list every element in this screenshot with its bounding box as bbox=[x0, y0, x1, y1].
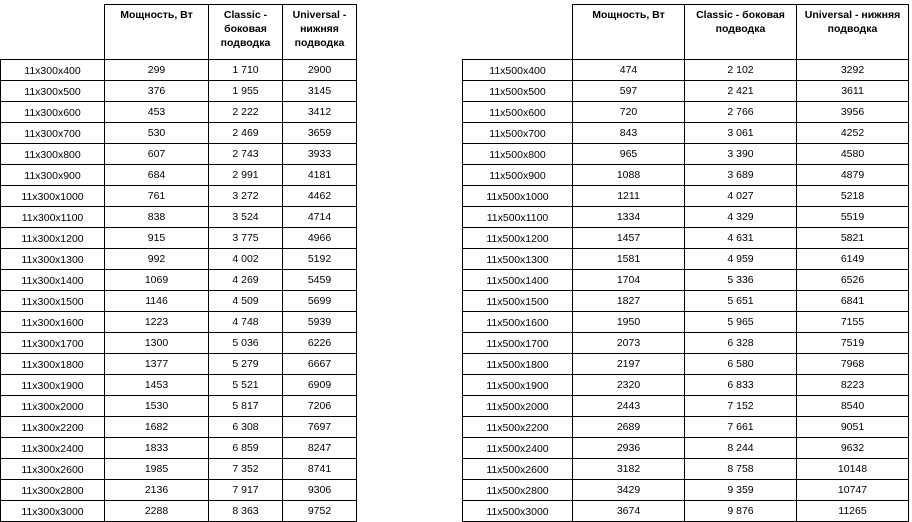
power-cell: 838 bbox=[105, 207, 209, 228]
table-row bbox=[1, 501, 357, 522]
table-row bbox=[463, 438, 909, 459]
universal-price-cell: 11265 bbox=[797, 501, 909, 522]
header-classic: Classic - боковая подводка bbox=[685, 5, 797, 60]
table-row bbox=[463, 123, 909, 144]
table-row bbox=[1, 438, 357, 459]
universal-price-cell: 7519 bbox=[797, 333, 909, 354]
universal-price-cell: 5821 bbox=[797, 228, 909, 249]
model-cell: 11x500x1100 bbox=[463, 207, 573, 228]
model-cell: 11x300x1900 bbox=[1, 375, 105, 396]
classic-price-cell: 7 352 bbox=[209, 459, 283, 480]
classic-price-cell: 3 061 bbox=[685, 123, 797, 144]
table-row bbox=[1, 396, 357, 417]
power-cell: 597 bbox=[573, 81, 685, 102]
table-header-row bbox=[463, 5, 909, 60]
universal-price-cell: 5459 bbox=[283, 270, 357, 291]
classic-price-cell: 4 509 bbox=[209, 291, 283, 312]
table-row bbox=[463, 354, 909, 375]
classic-price-cell: 9 359 bbox=[685, 480, 797, 501]
universal-price-cell: 5192 bbox=[283, 249, 357, 270]
universal-price-cell: 10747 bbox=[797, 480, 909, 501]
model-cell: 11x500x600 bbox=[463, 102, 573, 123]
universal-price-cell: 4879 bbox=[797, 165, 909, 186]
classic-price-cell: 6 308 bbox=[209, 417, 283, 438]
model-cell: 11x300x1800 bbox=[1, 354, 105, 375]
power-cell: 915 bbox=[105, 228, 209, 249]
table-row bbox=[463, 228, 909, 249]
model-cell: 11x500x1600 bbox=[463, 312, 573, 333]
price-table-300 bbox=[0, 4, 357, 522]
classic-price-cell: 8 244 bbox=[685, 438, 797, 459]
model-cell: 11x500x800 bbox=[463, 144, 573, 165]
model-cell: 11x300x2800 bbox=[1, 480, 105, 501]
power-cell: 607 bbox=[105, 144, 209, 165]
table-row bbox=[463, 165, 909, 186]
classic-price-cell: 4 329 bbox=[685, 207, 797, 228]
classic-price-cell: 5 817 bbox=[209, 396, 283, 417]
model-cell: 11x300x1000 bbox=[1, 186, 105, 207]
universal-price-cell: 3292 bbox=[797, 60, 909, 81]
classic-price-cell: 5 336 bbox=[685, 270, 797, 291]
header-blank bbox=[1, 5, 105, 60]
classic-price-cell: 8 758 bbox=[685, 459, 797, 480]
universal-price-cell: 3611 bbox=[797, 81, 909, 102]
classic-price-cell: 2 102 bbox=[685, 60, 797, 81]
universal-price-cell: 6667 bbox=[283, 354, 357, 375]
classic-price-cell: 7 152 bbox=[685, 396, 797, 417]
power-cell: 992 bbox=[105, 249, 209, 270]
model-cell: 11x500x2800 bbox=[463, 480, 573, 501]
model-cell: 11x300x1700 bbox=[1, 333, 105, 354]
power-cell: 761 bbox=[105, 186, 209, 207]
power-cell: 1704 bbox=[573, 270, 685, 291]
power-cell: 2136 bbox=[105, 480, 209, 501]
table-row bbox=[1, 291, 357, 312]
model-cell: 11x500x900 bbox=[463, 165, 573, 186]
power-cell: 1827 bbox=[573, 291, 685, 312]
power-cell: 965 bbox=[573, 144, 685, 165]
universal-price-cell: 4462 bbox=[283, 186, 357, 207]
model-cell: 11x300x700 bbox=[1, 123, 105, 144]
power-cell: 1453 bbox=[105, 375, 209, 396]
classic-price-cell: 7 917 bbox=[209, 480, 283, 501]
power-cell: 1530 bbox=[105, 396, 209, 417]
classic-price-cell: 8 363 bbox=[209, 501, 283, 522]
table-row bbox=[1, 354, 357, 375]
table-row bbox=[463, 186, 909, 207]
model-cell: 11x500x1300 bbox=[463, 249, 573, 270]
table-row bbox=[1, 144, 357, 165]
universal-price-cell: 6909 bbox=[283, 375, 357, 396]
model-cell: 11x300x2200 bbox=[1, 417, 105, 438]
power-cell: 720 bbox=[573, 102, 685, 123]
universal-price-cell: 6526 bbox=[797, 270, 909, 291]
classic-price-cell: 3 775 bbox=[209, 228, 283, 249]
universal-price-cell: 9752 bbox=[283, 501, 357, 522]
universal-price-cell: 3659 bbox=[283, 123, 357, 144]
model-cell: 11x500x3000 bbox=[463, 501, 573, 522]
classic-price-cell: 2 469 bbox=[209, 123, 283, 144]
universal-price-cell: 5939 bbox=[283, 312, 357, 333]
model-cell: 11x300x1100 bbox=[1, 207, 105, 228]
model-cell: 11x500x1000 bbox=[463, 186, 573, 207]
power-cell: 1088 bbox=[573, 165, 685, 186]
universal-price-cell: 5699 bbox=[283, 291, 357, 312]
power-cell: 3182 bbox=[573, 459, 685, 480]
model-cell: 11x300x2000 bbox=[1, 396, 105, 417]
table-row bbox=[463, 60, 909, 81]
table-row bbox=[1, 123, 357, 144]
model-cell: 11x300x1500 bbox=[1, 291, 105, 312]
model-cell: 11x500x1700 bbox=[463, 333, 573, 354]
universal-price-cell: 3933 bbox=[283, 144, 357, 165]
universal-price-cell: 9632 bbox=[797, 438, 909, 459]
power-cell: 474 bbox=[573, 60, 685, 81]
model-cell: 11x300x600 bbox=[1, 102, 105, 123]
power-cell: 3429 bbox=[573, 480, 685, 501]
table-row bbox=[1, 102, 357, 123]
table-row bbox=[1, 333, 357, 354]
power-cell: 1950 bbox=[573, 312, 685, 333]
classic-price-cell: 3 390 bbox=[685, 144, 797, 165]
table-row bbox=[1, 417, 357, 438]
power-cell: 2936 bbox=[573, 438, 685, 459]
universal-price-cell: 6226 bbox=[283, 333, 357, 354]
universal-price-cell: 3956 bbox=[797, 102, 909, 123]
model-cell: 11x300x2400 bbox=[1, 438, 105, 459]
table-row bbox=[1, 207, 357, 228]
power-cell: 1985 bbox=[105, 459, 209, 480]
universal-price-cell: 8223 bbox=[797, 375, 909, 396]
table-row bbox=[463, 81, 909, 102]
power-cell: 684 bbox=[105, 165, 209, 186]
model-cell: 11x500x1400 bbox=[463, 270, 573, 291]
table-row bbox=[463, 417, 909, 438]
classic-price-cell: 4 748 bbox=[209, 312, 283, 333]
classic-price-cell: 1 710 bbox=[209, 60, 283, 81]
power-cell: 843 bbox=[573, 123, 685, 144]
universal-price-cell: 3145 bbox=[283, 81, 357, 102]
universal-price-cell: 5519 bbox=[797, 207, 909, 228]
classic-price-cell: 5 965 bbox=[685, 312, 797, 333]
table-row bbox=[463, 249, 909, 270]
model-cell: 11x500x500 bbox=[463, 81, 573, 102]
universal-price-cell: 4580 bbox=[797, 144, 909, 165]
table-row bbox=[463, 102, 909, 123]
power-cell: 2288 bbox=[105, 501, 209, 522]
model-cell: 11x500x1800 bbox=[463, 354, 573, 375]
classic-price-cell: 5 036 bbox=[209, 333, 283, 354]
table-row bbox=[463, 291, 909, 312]
table-row bbox=[463, 459, 909, 480]
classic-price-cell: 6 580 bbox=[685, 354, 797, 375]
power-cell: 3674 bbox=[573, 501, 685, 522]
universal-price-cell: 10148 bbox=[797, 459, 909, 480]
table-row bbox=[1, 375, 357, 396]
classic-price-cell: 5 651 bbox=[685, 291, 797, 312]
universal-price-cell: 6149 bbox=[797, 249, 909, 270]
universal-price-cell: 4714 bbox=[283, 207, 357, 228]
model-cell: 11x500x1500 bbox=[463, 291, 573, 312]
model-cell: 11x300x400 bbox=[1, 60, 105, 81]
universal-price-cell: 8247 bbox=[283, 438, 357, 459]
power-cell: 1457 bbox=[573, 228, 685, 249]
power-cell: 1833 bbox=[105, 438, 209, 459]
header-classic: Classic - боковая подводка bbox=[209, 5, 283, 60]
classic-price-cell: 2 743 bbox=[209, 144, 283, 165]
model-cell: 11x300x800 bbox=[1, 144, 105, 165]
power-cell: 1377 bbox=[105, 354, 209, 375]
classic-price-cell: 9 876 bbox=[685, 501, 797, 522]
classic-price-cell: 4 631 bbox=[685, 228, 797, 249]
table-row bbox=[1, 480, 357, 501]
power-cell: 2443 bbox=[573, 396, 685, 417]
classic-price-cell: 2 222 bbox=[209, 102, 283, 123]
power-cell: 1223 bbox=[105, 312, 209, 333]
classic-price-cell: 4 002 bbox=[209, 249, 283, 270]
universal-price-cell: 4181 bbox=[283, 165, 357, 186]
model-cell: 11x300x1400 bbox=[1, 270, 105, 291]
model-cell: 11x500x2600 bbox=[463, 459, 573, 480]
table-row bbox=[463, 501, 909, 522]
power-cell: 299 bbox=[105, 60, 209, 81]
universal-price-cell: 7155 bbox=[797, 312, 909, 333]
power-cell: 1146 bbox=[105, 291, 209, 312]
classic-price-cell: 1 955 bbox=[209, 81, 283, 102]
table-row bbox=[1, 186, 357, 207]
model-cell: 11x500x2000 bbox=[463, 396, 573, 417]
classic-price-cell: 2 991 bbox=[209, 165, 283, 186]
model-cell: 11x300x2600 bbox=[1, 459, 105, 480]
table-row bbox=[463, 144, 909, 165]
table-row bbox=[463, 312, 909, 333]
power-cell: 453 bbox=[105, 102, 209, 123]
classic-price-cell: 4 027 bbox=[685, 186, 797, 207]
model-cell: 11x500x1900 bbox=[463, 375, 573, 396]
universal-price-cell: 2900 bbox=[283, 60, 357, 81]
model-cell: 11x300x500 bbox=[1, 81, 105, 102]
table-row bbox=[463, 333, 909, 354]
table-row bbox=[463, 375, 909, 396]
classic-price-cell: 7 661 bbox=[685, 417, 797, 438]
universal-price-cell: 6841 bbox=[797, 291, 909, 312]
table-row bbox=[463, 396, 909, 417]
header-power: Мощность, Вт bbox=[573, 5, 685, 60]
classic-price-cell: 2 766 bbox=[685, 102, 797, 123]
classic-price-cell: 3 689 bbox=[685, 165, 797, 186]
power-cell: 1682 bbox=[105, 417, 209, 438]
power-cell: 1581 bbox=[573, 249, 685, 270]
power-cell: 1211 bbox=[573, 186, 685, 207]
model-cell: 11x300x1300 bbox=[1, 249, 105, 270]
classic-price-cell: 2 421 bbox=[685, 81, 797, 102]
power-cell: 2073 bbox=[573, 333, 685, 354]
power-cell: 1069 bbox=[105, 270, 209, 291]
header-universal: Universal - нижняя подводка bbox=[283, 5, 357, 60]
power-cell: 1300 bbox=[105, 333, 209, 354]
universal-price-cell: 9306 bbox=[283, 480, 357, 501]
table-row bbox=[463, 270, 909, 291]
table-row bbox=[1, 249, 357, 270]
table-row bbox=[1, 312, 357, 333]
table-row bbox=[463, 207, 909, 228]
universal-price-cell: 9051 bbox=[797, 417, 909, 438]
classic-price-cell: 6 859 bbox=[209, 438, 283, 459]
classic-price-cell: 3 524 bbox=[209, 207, 283, 228]
power-cell: 2197 bbox=[573, 354, 685, 375]
classic-price-cell: 5 279 bbox=[209, 354, 283, 375]
model-cell: 11x500x2200 bbox=[463, 417, 573, 438]
model-cell: 11x300x1200 bbox=[1, 228, 105, 249]
power-cell: 1334 bbox=[573, 207, 685, 228]
classic-price-cell: 6 833 bbox=[685, 375, 797, 396]
model-cell: 11x300x3000 bbox=[1, 501, 105, 522]
universal-price-cell: 8741 bbox=[283, 459, 357, 480]
universal-price-cell: 8540 bbox=[797, 396, 909, 417]
header-universal: Universal - нижняя подводка bbox=[797, 5, 909, 60]
model-cell: 11x300x1600 bbox=[1, 312, 105, 333]
model-cell: 11x300x900 bbox=[1, 165, 105, 186]
universal-price-cell: 4966 bbox=[283, 228, 357, 249]
model-cell: 11x500x1200 bbox=[463, 228, 573, 249]
classic-price-cell: 4 959 bbox=[685, 249, 797, 270]
table-row bbox=[1, 228, 357, 249]
table-row bbox=[463, 480, 909, 501]
universal-price-cell: 3412 bbox=[283, 102, 357, 123]
classic-price-cell: 3 272 bbox=[209, 186, 283, 207]
table-row bbox=[1, 60, 357, 81]
price-table-500 bbox=[462, 4, 909, 522]
table-row bbox=[1, 165, 357, 186]
universal-price-cell: 7206 bbox=[283, 396, 357, 417]
table-row bbox=[1, 459, 357, 480]
classic-price-cell: 6 328 bbox=[685, 333, 797, 354]
universal-price-cell: 5218 bbox=[797, 186, 909, 207]
power-cell: 2320 bbox=[573, 375, 685, 396]
header-power: Мощность, Вт bbox=[105, 5, 209, 60]
model-cell: 11x500x400 bbox=[463, 60, 573, 81]
universal-price-cell: 7697 bbox=[283, 417, 357, 438]
classic-price-cell: 4 269 bbox=[209, 270, 283, 291]
power-cell: 376 bbox=[105, 81, 209, 102]
classic-price-cell: 5 521 bbox=[209, 375, 283, 396]
model-cell: 11x500x700 bbox=[463, 123, 573, 144]
table-body bbox=[463, 60, 909, 522]
power-cell: 530 bbox=[105, 123, 209, 144]
table-header-row bbox=[1, 5, 357, 60]
universal-price-cell: 7968 bbox=[797, 354, 909, 375]
universal-price-cell: 4252 bbox=[797, 123, 909, 144]
table-row bbox=[1, 81, 357, 102]
model-cell: 11x500x2400 bbox=[463, 438, 573, 459]
table-body bbox=[1, 60, 357, 522]
power-cell: 2689 bbox=[573, 417, 685, 438]
header-blank bbox=[463, 5, 573, 60]
table-row bbox=[1, 270, 357, 291]
